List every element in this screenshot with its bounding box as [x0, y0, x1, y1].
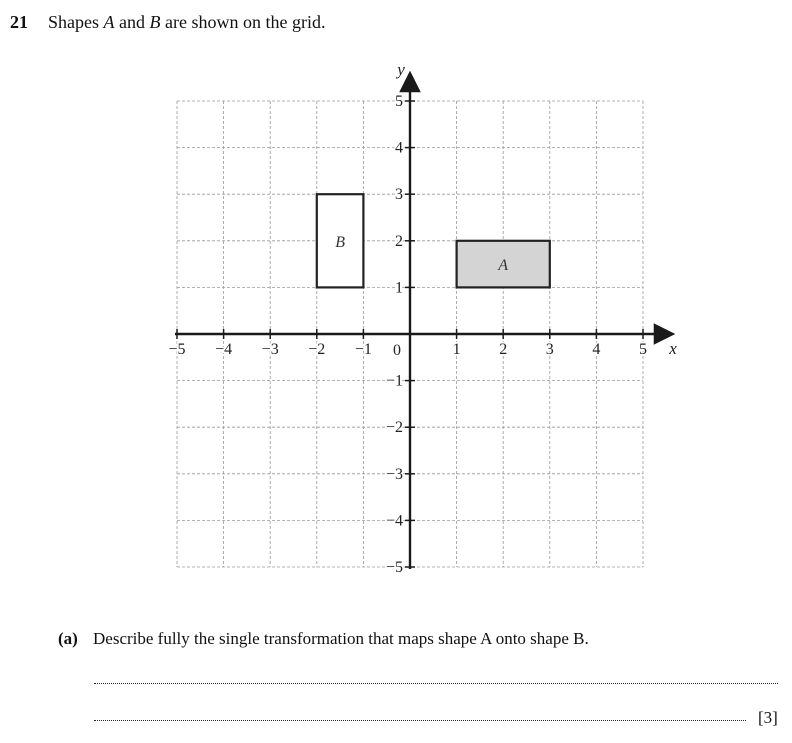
- shape-a-label: A: [498, 257, 509, 275]
- shape-a-name: A: [103, 12, 115, 32]
- x-tick-label: 3: [545, 341, 554, 358]
- y-tick-label: −4: [385, 512, 403, 530]
- y-tick-label: 1: [395, 279, 403, 297]
- y-tick-label: −2: [385, 419, 403, 437]
- tick-labels: [168, 60, 677, 576]
- x-tick-label: 5: [639, 341, 647, 358]
- x-tick-label: −5: [168, 341, 186, 358]
- part-a-label: (a): [58, 629, 78, 648]
- y-axis-label: y: [397, 60, 405, 79]
- y-tick-label: −3: [385, 465, 403, 483]
- part-a-question: Describe fully the single transformation that maps shape A onto shape B.: [93, 629, 589, 648]
- x-tick-label: 1: [452, 341, 461, 358]
- y-tick-label: −1: [385, 372, 403, 390]
- question-number: 21: [10, 12, 28, 32]
- x-tick-label: 2: [499, 341, 508, 358]
- y-tick-label: −5: [385, 559, 403, 576]
- x-tick-label: −1: [354, 341, 372, 358]
- x-axis-label: x: [669, 339, 677, 358]
- x-tick-label: −4: [215, 341, 233, 358]
- marks-label: [3]: [758, 708, 778, 727]
- y-tick-label: 4: [395, 139, 403, 157]
- y-tick-label: 3: [395, 186, 403, 204]
- question-text-and: and: [114, 12, 150, 32]
- origin-label: 0: [393, 342, 401, 359]
- shape-b-label: B: [335, 233, 345, 251]
- question-text-end: are shown on the grid.: [160, 12, 326, 32]
- answer-line-2[interactable]: [94, 720, 746, 721]
- x-tick-label: 4: [592, 341, 601, 358]
- x-tick-label: −2: [308, 341, 326, 358]
- y-tick-label: 5: [395, 93, 403, 110]
- answer-line-1[interactable]: [94, 683, 778, 684]
- y-tick-label: 2: [395, 232, 403, 250]
- x-tick-label: −3: [261, 341, 279, 358]
- question-text-start: Shapes: [48, 12, 104, 32]
- shape-b-name: B: [149, 12, 161, 32]
